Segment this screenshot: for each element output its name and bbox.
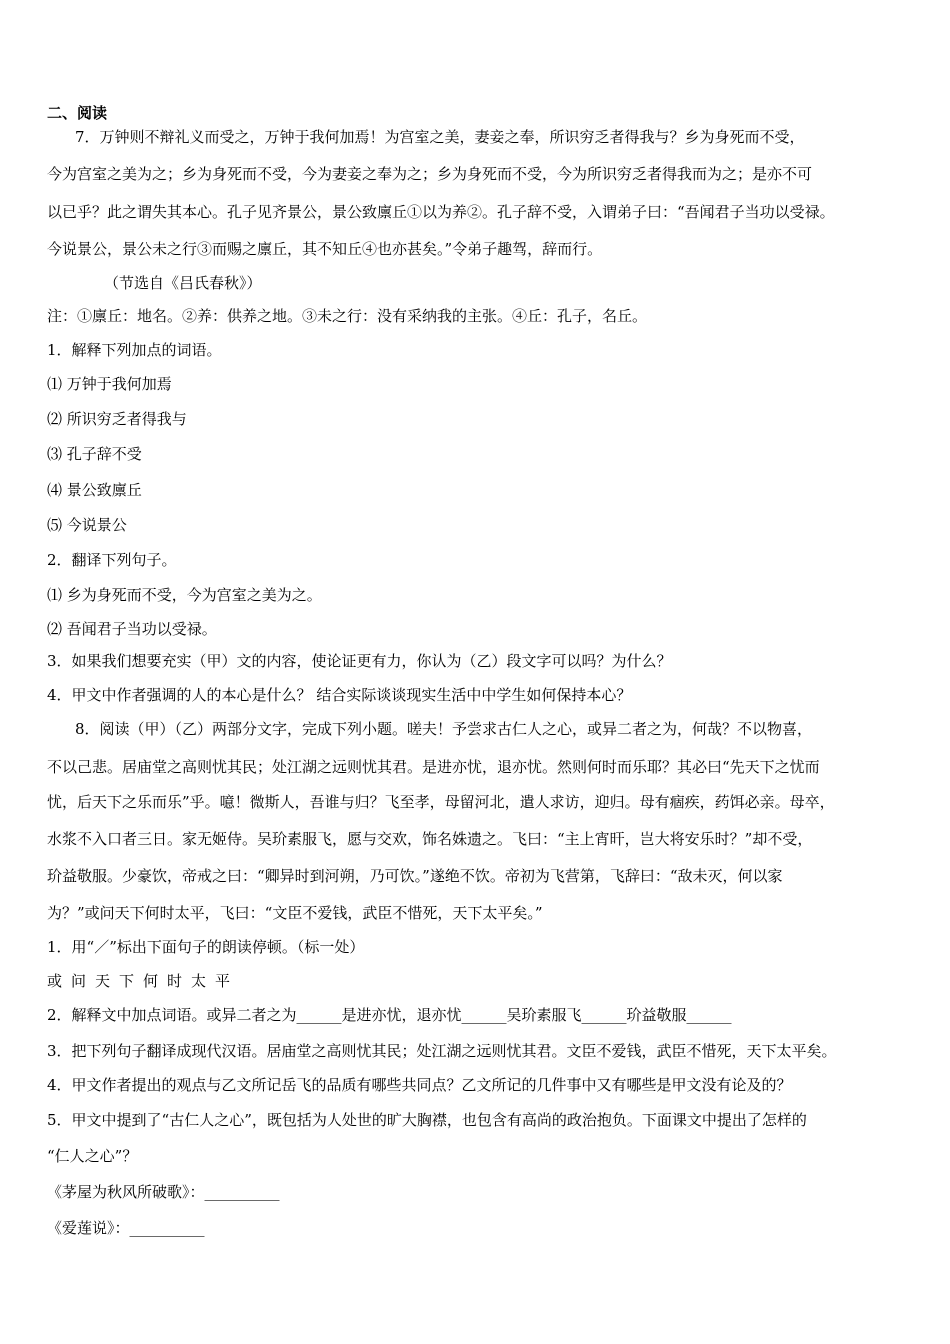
answer-line: 《爱莲说》：__________ — [47, 1219, 205, 1237]
question-item: ⑷ 景公致廪丘 — [47, 481, 142, 499]
annotation-note: 注：①廪丘：地名。②养：供养之地。③未之行：没有采纳我的主张。④丘：孔子，名丘。 — [47, 307, 648, 325]
passage-line: 今说景公，景公未之行③而赐之廪丘，其不知丘④也亦甚矣。”令弟子趣驾，辞而行。 — [47, 240, 603, 258]
passage-line: 水浆不入口者三日。家无姬侍。吴玠素服飞，愿与交欢，饰名姝遗之。飞曰：“主上宵旰，岂大将安乐时？”却不受， — [47, 830, 813, 848]
question-item: 2．翻译下列句子。 — [47, 551, 177, 569]
question-item: 1．解释下列加点的词语。 — [47, 341, 222, 359]
question-item: ⑴ 乡为身死而不受，今为宫室之美为之。 — [47, 586, 322, 604]
question-item: ⑶ 孔子辞不受 — [47, 445, 142, 463]
section-heading: 二、阅读 — [47, 104, 108, 122]
passage-line: 不以己悲。居庙堂之高则忧其民；处江湖之远则忧其君。是进亦忧，退亦忧。然则何时而乐耶？其必曰“先天下之忧而 — [47, 758, 820, 776]
question-item: ⑵ 吾闻君子当功以受禄。 — [47, 620, 217, 638]
passage-line: 玠益敬服。少豪饮，帝戒之曰：“卿异时到河朔，乃可饮。”遂绝不饮。帝初为飞营第，飞辞曰：“敌未灭，何以家 — [47, 867, 783, 885]
passage-line: 7．万钟则不辩礼义而受之，万钟于我何加焉！为宫室之美，妻妾之奉，所识穷乏者得我与？乡为身死而不受， — [75, 128, 805, 146]
passage-line: 今为宫室之美为之；乡为身死而不受，今为妻妾之奉为之；乡为身死而不受，今为所识穷乏者得我而为之；是亦不可 — [47, 165, 813, 183]
passage-line: 以已乎？此之谓失其本心。孔子见齐景公，景公致廪丘①以为养②。孔子辞不受，入谓弟子曰：“吾闻君子当功以受禄。 — [47, 203, 835, 221]
answer-line: 《茅屋为秋风所破歌》：__________ — [47, 1183, 280, 1201]
question-item: 2．解释文中加点词语。或异二者之为______是进亦忧，退亦忧______吴玠素服飞______玠益敬服______ — [47, 1006, 732, 1024]
question-item: ⑴ 万钟于我何加焉 — [47, 375, 172, 393]
question-item: 3．如果我们想要充实（甲）文的内容，使论证更有力，你认为（乙）段文字可以吗？为什么？ — [47, 652, 672, 670]
question-item: 4．甲文中作者强调的人的本心是什么？ 结合实际谈谈现实生活中中学生如何保持本心？ — [47, 686, 632, 704]
question-item: ⑸ 今说景公 — [47, 516, 127, 534]
question-item: ⑵ 所识穷乏者得我与 — [47, 410, 187, 428]
passage-line: 为？”或问天下何时太平，飞曰：“文臣不爱钱，武臣不惜死，天下太平矣。” — [47, 904, 543, 922]
question-item: 5．甲文中提到了“古仁人之心”，既包括为人处世的旷大胸襟，也包含有高尚的政治抱负。下面课文中提出了怎样的 — [47, 1111, 807, 1129]
question-item: 1．用“／”标出下面句子的朗读停顿。（标一处） — [47, 938, 365, 956]
passage-line: 忧，后天下之乐而乐”乎。噫！微斯人，吾谁与归？飞至孝，母留河北，遣人求访，迎归。母有痼疾，药饵必亲。母卒， — [47, 793, 835, 811]
question-item: 4．甲文作者提出的观点与乙文所记岳飞的品质有哪些共同点？乙文所记的几件事中又有哪些是甲文没有论及的？ — [47, 1076, 792, 1094]
question-item: “仁人之心”？ — [47, 1147, 138, 1165]
passage-line: 8．阅读（甲）（乙）两部分文字，完成下列小题。嗟夫！予尝求古仁人之心，或异二者之为，何哉？不以物喜， — [75, 720, 813, 738]
pause-sentence: 或问天下何时太平 — [47, 972, 240, 990]
question-item: 3．把下列句子翻译成现代汉语。居庙堂之高则忧其民；处江湖之远则忧其君。文臣不爱钱，武臣不惜死，天下太平矣。 — [47, 1042, 837, 1060]
source-citation: （节选自《吕氏春秋》） — [104, 274, 262, 292]
